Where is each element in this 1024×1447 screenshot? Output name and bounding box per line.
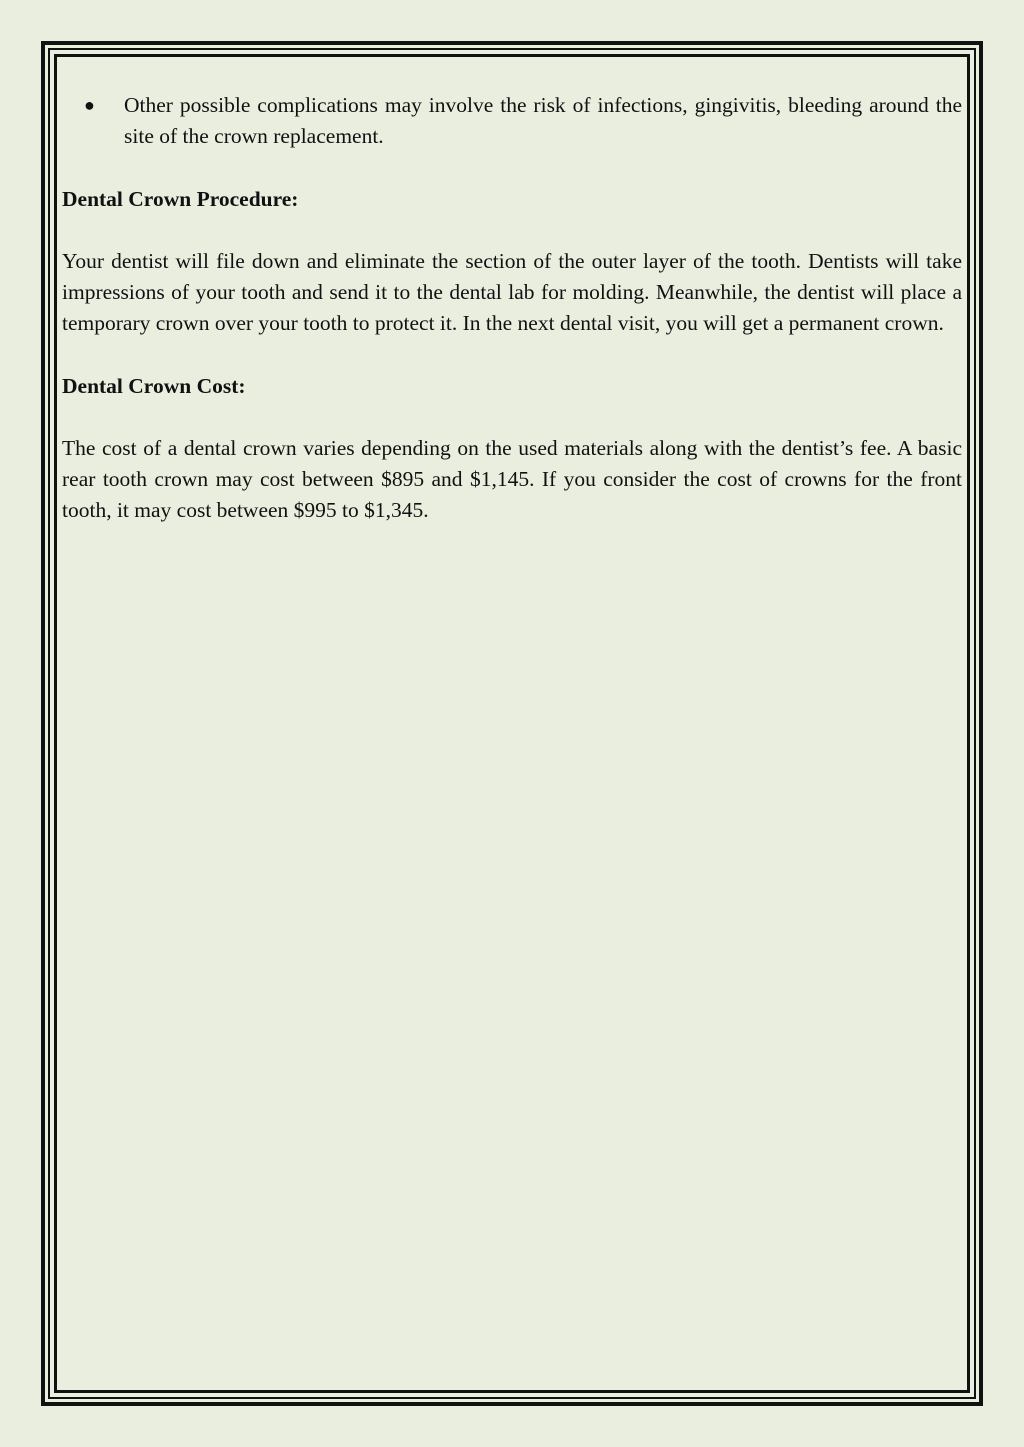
list-item (62, 90, 962, 152)
cost-paragraph: The cost of a dental crown varies depending on the used materials along with the dentist’s fee. A basic rear tooth crown may cost between $895 and $1,145. If you consider the cost of crowns for the front tooth, it may cost between $995 to $1,345. (62, 436, 962, 522)
bullet-icon: ● (84, 95, 95, 115)
complications-list (62, 90, 962, 152)
procedure-paragraph: Your dentist will file down and eliminate the section of the outer layer of the tooth. Dentists will take impressions of your tooth and send it to the dental lab for molding. Meanwhile, the dentist will place a temporary crown over your tooth to protect it. In the next dental visit, you will get a permanent crown. (62, 249, 962, 335)
list-item-text: Other possible complications may involve the risk of infections, gingivitis, bleeding around the site of the crown replacement. (124, 93, 962, 148)
procedure-heading: Dental Crown Procedure: (62, 187, 299, 211)
cost-heading: Dental Crown Cost: (62, 374, 246, 398)
document-body (62, 90, 962, 526)
